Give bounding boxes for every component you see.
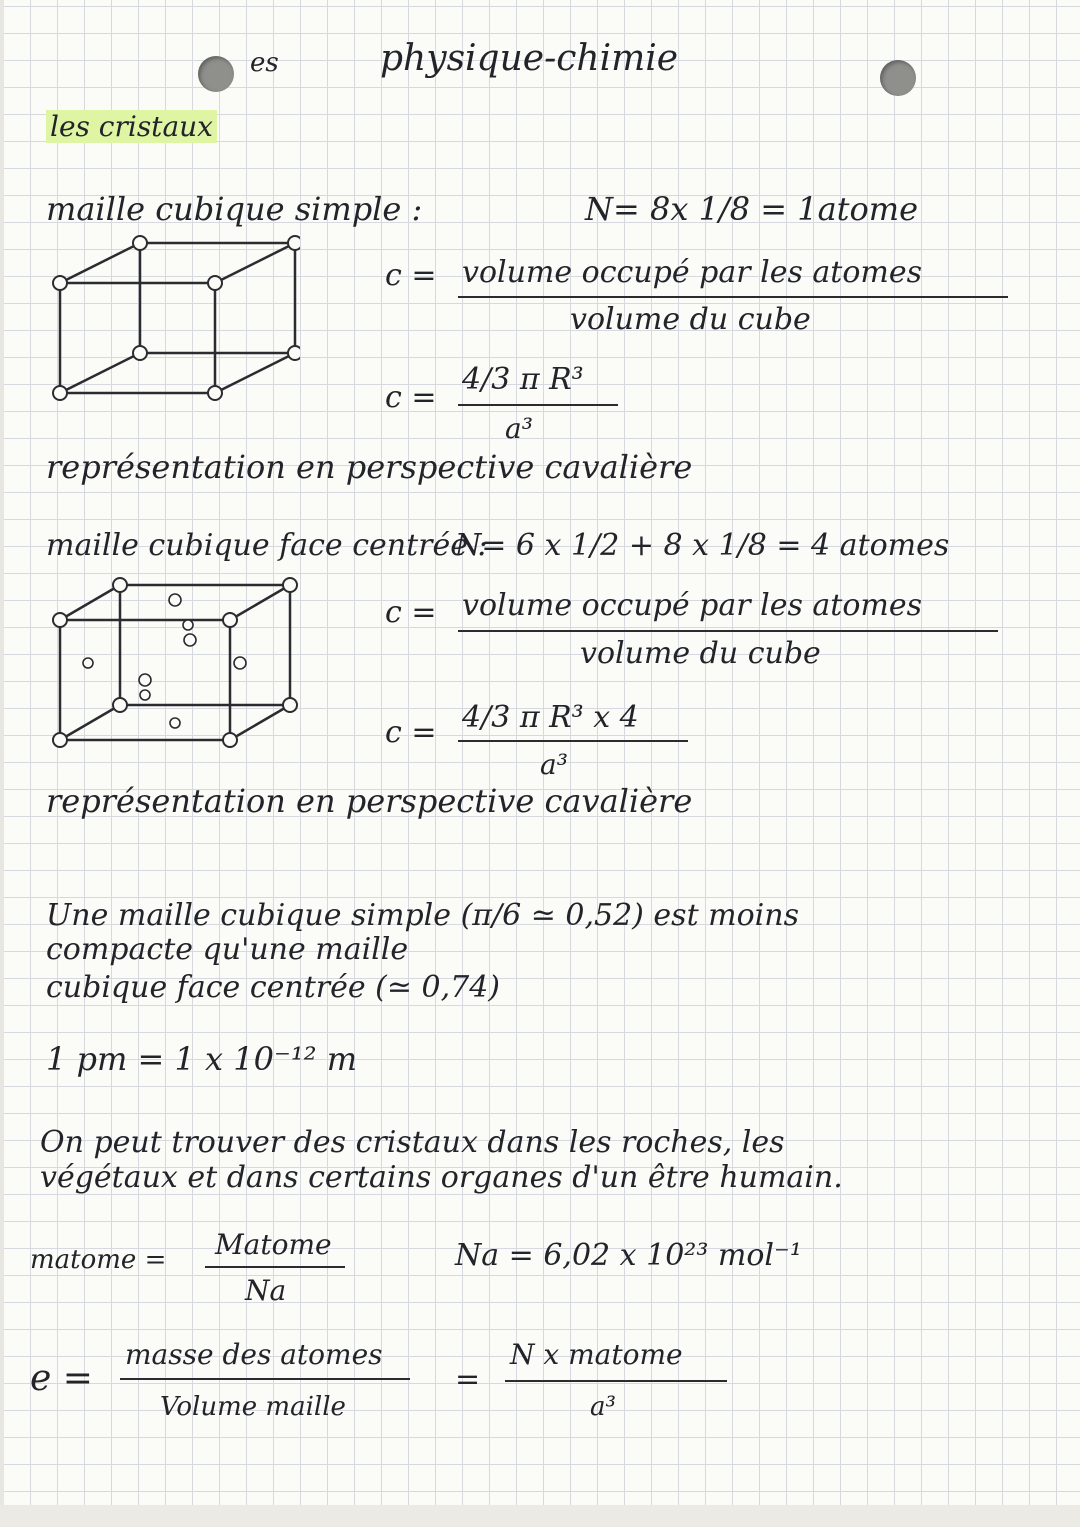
picometer-conversion: 1 pm = 1 x 10⁻¹² m [46,1040,358,1078]
fcc-caption: représentation en perspective cavalière [46,782,693,820]
topic-heading-text: les cristaux [46,110,217,143]
simple-cubic-heading: maille cubique simple : [46,190,423,228]
fcc-c-label: c = [385,595,437,630]
compactness-line-3: cubique face centrée (≃ 0,74) [46,970,501,1005]
density-bar [120,1378,410,1380]
density2-numerator: N x matome [510,1338,683,1371]
page-bottom-edge [0,1505,1080,1527]
simple-cubic-ratio-numerator: volume occupé par les atomes [462,255,922,290]
binder-hole-left [198,56,234,92]
compactness-line-1: Une maille cubique simple (π/6 ≃ 0,52) est moins [46,898,799,933]
fcc-formula-numerator: 4/3 π R³ x 4 [462,700,639,735]
density-denominator: Volume maille [160,1392,346,1422]
page-edge [0,0,4,1527]
simple-cubic-formula-numerator: 4/3 π R³ [462,362,584,397]
m-atome-label: matome = [30,1245,167,1275]
simple-cubic-c-label-2: c = [385,380,437,415]
simple-cubic-ratio-bar [458,296,1008,298]
topic-heading [46,110,217,143]
fcc-cell-diagram [40,575,300,750]
density2-denominator: a³ [590,1392,616,1422]
crystal-location-line-2: végétaux et dans certains organes d'un être humain. [40,1160,843,1195]
simple-cubic-formula-denominator: a³ [505,412,533,445]
simple-cubic-ratio-denominator: volume du cube [570,302,811,337]
fcc-atom-count: N= 6 x 1/2 + 8 x 1/8 = 4 atomes [455,528,950,563]
density2-bar [505,1380,727,1382]
simple-cubic-formula-bar [458,404,618,406]
binder-hole-right [880,60,916,96]
density-numerator: masse des atomes [125,1338,383,1371]
crystal-location-line-1: On peut trouver des cristaux dans les roches, les [40,1125,785,1160]
fcc-c-label-2: c = [385,715,437,750]
simple-cubic-c-label: c = [385,258,437,293]
fcc-formula-bar [458,740,688,742]
page-title: physique-chimie [380,38,679,79]
m-atome-denominator: Na [245,1274,287,1307]
simple-cubic-cell-diagram [40,228,300,403]
subject-prefix: es [250,48,279,78]
simple-cubic-caption: représentation en perspective cavalière [46,448,693,486]
simple-cubic-atom-count: N= 8x 1/8 = 1atome [585,190,919,228]
density-label: e = [30,1358,93,1399]
avogadro-constant: Na = 6,02 x 10²³ mol⁻¹ [455,1238,802,1273]
fcc-heading: maille cubique face centrée : [46,528,488,563]
fcc-ratio-denominator: volume du cube [580,636,821,671]
fcc-formula-denominator: a³ [540,748,568,781]
fcc-ratio-bar [458,630,998,632]
density-equals: = [455,1362,481,1397]
m-atome-numerator: Matome [215,1228,332,1261]
compactness-line-2: compacte qu'une maille [46,932,409,967]
m-atome-bar [205,1266,345,1268]
fcc-ratio-numerator: volume occupé par les atomes [462,588,922,623]
